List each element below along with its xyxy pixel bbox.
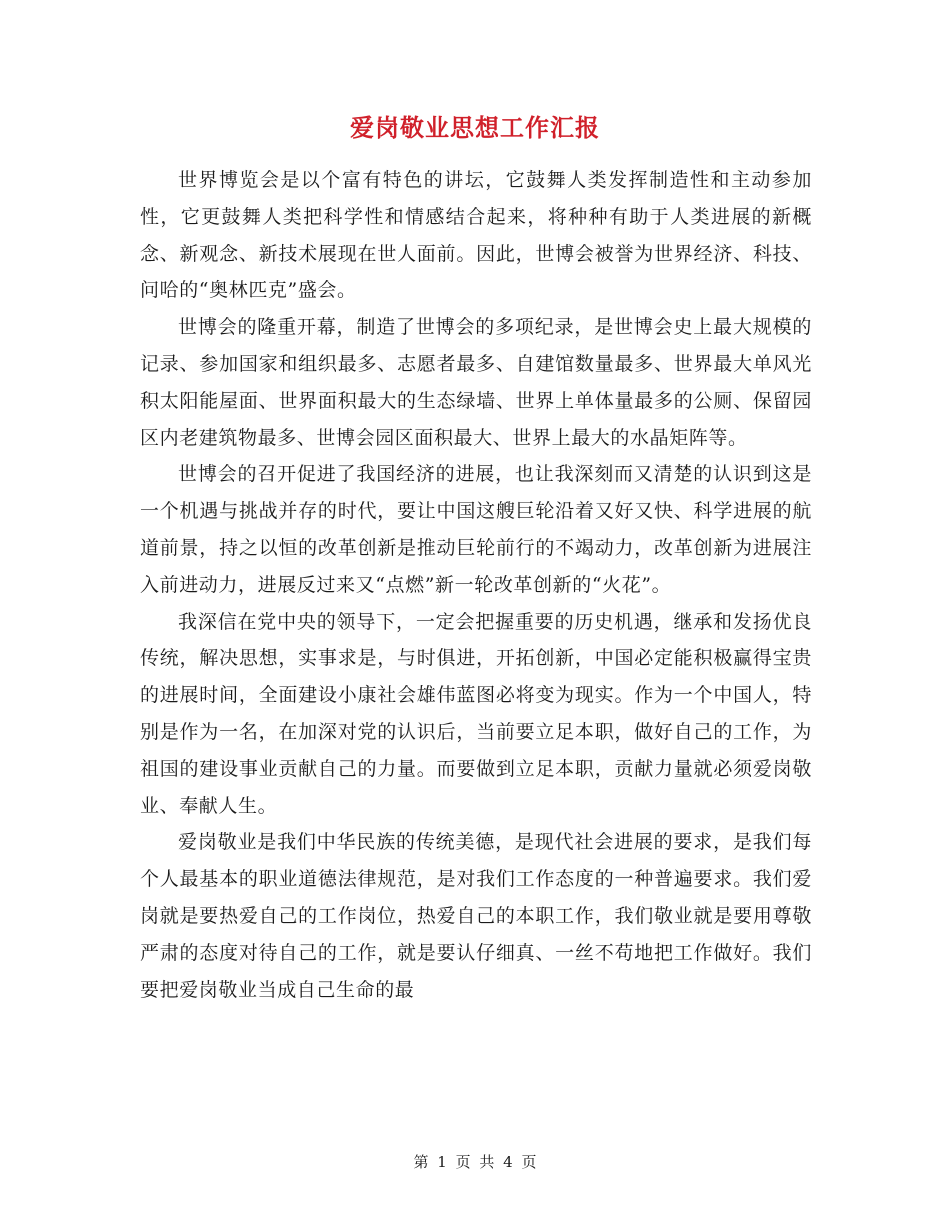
page-number-footer: 第 1 页 共 4 页	[413, 1153, 537, 1171]
paragraph-5: 爱岗敬业是我们中华民族的传统美德，是现代社会进展的要求，是我们每个人最基本的职业道德法律规范，是对我们工作态度的一种普遍要求。我们爱岗就是要热爱自己的工作岗位，热爱自己的本职工作，我们敬业就是要用尊敬严肃的态度对待自己的工作，就是要认仔细真、一丝不苟地把工作做好。我们要把爱岗敬业当成自己生命的最	[140, 831, 812, 1001]
paragraph-1: 世界博览会是以个富有特色的讲坛，它鼓舞人类发挥制造性和主动参加性，它更鼓舞人类把科学性和情感结合起来，将种种有助于人类进展的新概念、新观念、新技术展现在世人面前。因此，世博会被誉为世界经济、科技、问哈的“奥林匹克”盛会。	[140, 169, 812, 302]
paragraph-4: 我深信在党中央的领导下，一定会把握重要的历史机遇，继承和发扬优良传统，解决思想，实事求是，与时俱进，开拓创新，中国必定能积极赢得宝贵的进展时间，全面建设小康社会雄伟蓝图必将变为现实。作为一个中国人，特别是作为一名，在加深对党的认识后，当前要立足本职，做好自己的工作，为祖国的建设事业贡献自己的力量。而要做到立足本职，贡献力量就必须爱岗敬业、奉献人生。	[140, 610, 812, 817]
paragraph-2: 世博会的隆重开幕，制造了世博会的多项纪录，是世博会史上最大规模的记录、参加国家和组织最多、志愿者最多、自建馆数量最多、世界最大单风光积太阳能屋面、世界面积最大的生态绿墙、世界上单体量最多的公厕、保留园区内老建筑物最多、世博会园区面积最大、世界上最大的水晶矩阵等。	[140, 316, 812, 449]
document-body	[140, 162, 812, 1008]
paragraph-3: 世博会的召开促进了我国经济的进展，也让我深刻而又清楚的认识到这是一个机遇与挑战并存的时代，要让中国这艘巨轮沿着又好又快、科学进展的航道前景，持之以恒的改革创新是推动巨轮前行的不竭动力，改革创新为进展注入前进动力，进展反过来又“点燃”新一轮改革创新的“火花”。	[140, 463, 812, 596]
document-title: 爱岗敬业思想工作汇报	[350, 113, 600, 142]
